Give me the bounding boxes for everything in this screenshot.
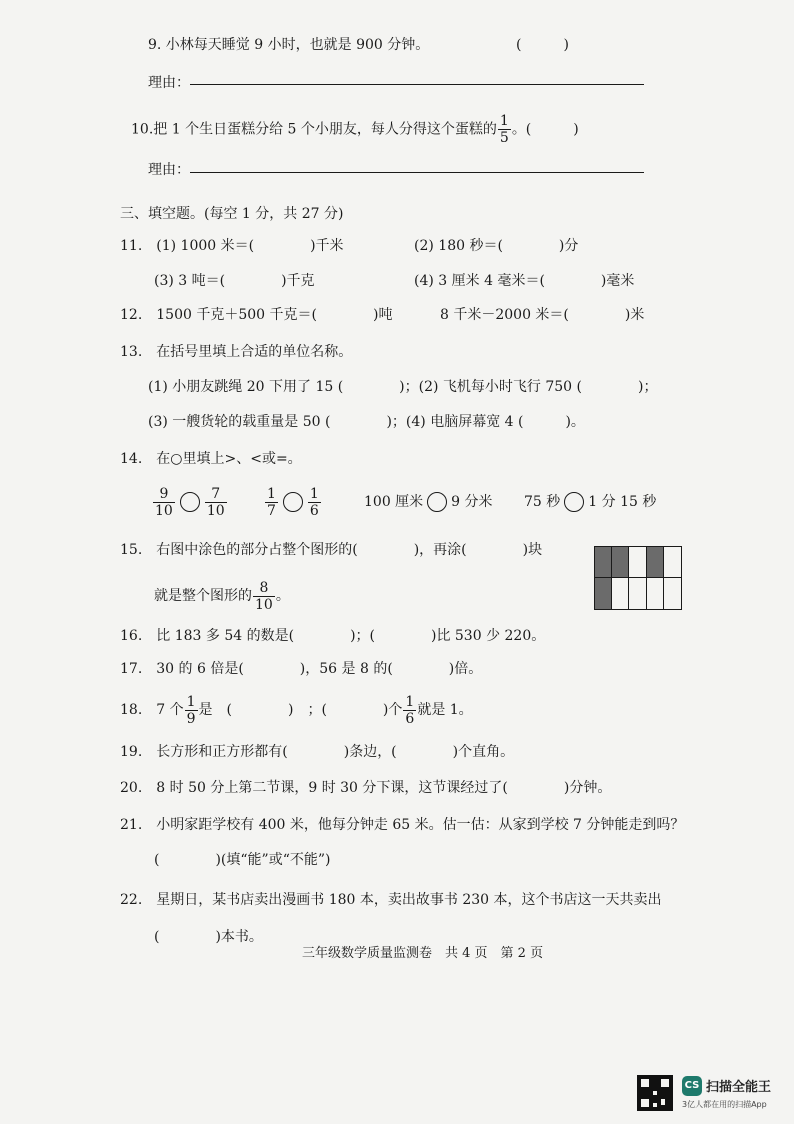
grid-cell (664, 578, 681, 609)
q9-reason-line (190, 84, 644, 85)
q10-reason-label: 理由： (148, 162, 190, 178)
section3-title: 三、填空题。(每空 1 分，共 27 分) (120, 206, 344, 222)
q22-line1: 22. 星期日，某书店卖出漫画书 180 本，卖出故事书 230 本，这个书店这一天共卖出 (120, 892, 662, 908)
compare-circle-4[interactable] (564, 492, 584, 512)
q18-text: 18. 7 个 $\frac{1}{9}$ 是 ( ) ；( )个 $\frac{1}{6}$ 就是 1。 (120, 693, 473, 727)
q15-shaded-grid (594, 546, 682, 610)
compare-circle-3[interactable] (427, 492, 447, 512)
q13-row2: (3) 一艘货轮的载重量是 50 ( )；(4) 电脑屏幕宽 4 ( )。 (148, 414, 585, 430)
grid-cell (629, 547, 646, 578)
q13-row1: (1) 小朋友跳绳 20 下用了 15 ( )；(2) 飞机每小时飞行 750 ( )； (148, 379, 658, 395)
q12-a: 12. 1500 千克＋500 千克＝( )吨 (120, 307, 393, 323)
camscanner-logo-icon: CS (682, 1076, 702, 1096)
compare-circle-1[interactable] (180, 492, 200, 512)
q14-compare-4: 75 秒 1 分 15 秒 (524, 494, 657, 510)
q21-line1: 21. 小明家距学校有 400 米，他每分钟走 65 米。估一估：从家到学校 7 分钟能走到吗？ (120, 817, 685, 833)
q12-b: 8 千米－2000 米＝( )米 (440, 307, 645, 323)
q16-text: 16. 比 183 多 54 的数是( )；( )比 530 少 220。 (120, 628, 546, 644)
q19-text: 19. 长方形和正方形都有( )条边，( )个直角。 (120, 744, 515, 760)
grid-cell-shaded (595, 547, 612, 578)
q20-text: 20. 8 时 50 分上第二节课，9 时 30 分下课，这节课经过了( )分钟。 (120, 780, 612, 796)
q11-row2-b: (4) 3 厘米 4 毫米＝( )毫米 (414, 273, 635, 289)
scanner-app-tagline: 3亿人都在用的扫描App (682, 1100, 767, 1109)
q9-answer-paren: ( ) (516, 37, 569, 53)
grid-cell (612, 578, 629, 609)
q11-row1-b: (2) 180 秒＝( )分 (414, 238, 579, 254)
q11-row2-a: (3) 3 吨＝( )千克 (154, 273, 315, 289)
grid-cell-shaded (647, 547, 664, 578)
grid-cell-shaded (612, 547, 629, 578)
q15-fraction: $\frac{8}{10}$ (255, 579, 273, 613)
q9-text: 9. 小林每天睡觉 9 小时，也就是 900 分钟。 (148, 37, 430, 53)
q22-line2: ( )本书。 (154, 929, 263, 945)
scanner-app-name: 扫描全能王 (706, 1080, 772, 1095)
q9-reason-label: 理由： (148, 75, 190, 91)
grid-cell (629, 578, 646, 609)
q15-line2: 就是整个图形的 $\frac{8}{10}$ 。 (154, 579, 290, 613)
grid-cell-shaded (595, 578, 612, 609)
q14-compare-2: $\frac{1}{7}$ $\frac{1}{6}$ (267, 485, 319, 519)
compare-circle-2[interactable] (283, 492, 303, 512)
q10-text: 10.把 1 个生日蛋糕分给 5 个小朋友，每人分得这个蛋糕的 $\frac{1}{5}$ 。( ) (131, 113, 579, 146)
q14-compare-1: $\frac{9}{10}$ $\frac{7}{10}$ (155, 485, 225, 519)
qr-code-icon (637, 1075, 673, 1111)
q10-reason-line (190, 172, 644, 173)
grid-cell (664, 547, 681, 578)
q13-title: 13. 在括号里填上合适的单位名称。 (120, 344, 353, 360)
q10-fraction: $\frac{1}{5}$ (499, 113, 509, 146)
q21-line2: ( )(填“能”或“不能”) (154, 852, 331, 868)
q17-text: 17. 30 的 6 倍是( )，56 是 8 的( )倍。 (120, 661, 483, 677)
q15-line1: 15. 右图中涂色的部分占整个图形的( )，再涂( )块 (120, 542, 543, 558)
q14-compare-3: 100 厘米 9 分米 (364, 494, 493, 510)
q14-title: 14. 在○里填上>、<或=。 (120, 451, 302, 467)
q11-row1-a: 11. (1) 1000 米＝( )千米 (120, 238, 344, 254)
page-footer: 三年级数学质量监测卷 共 4 页 第 2 页 (302, 946, 544, 961)
grid-cell (647, 578, 664, 609)
